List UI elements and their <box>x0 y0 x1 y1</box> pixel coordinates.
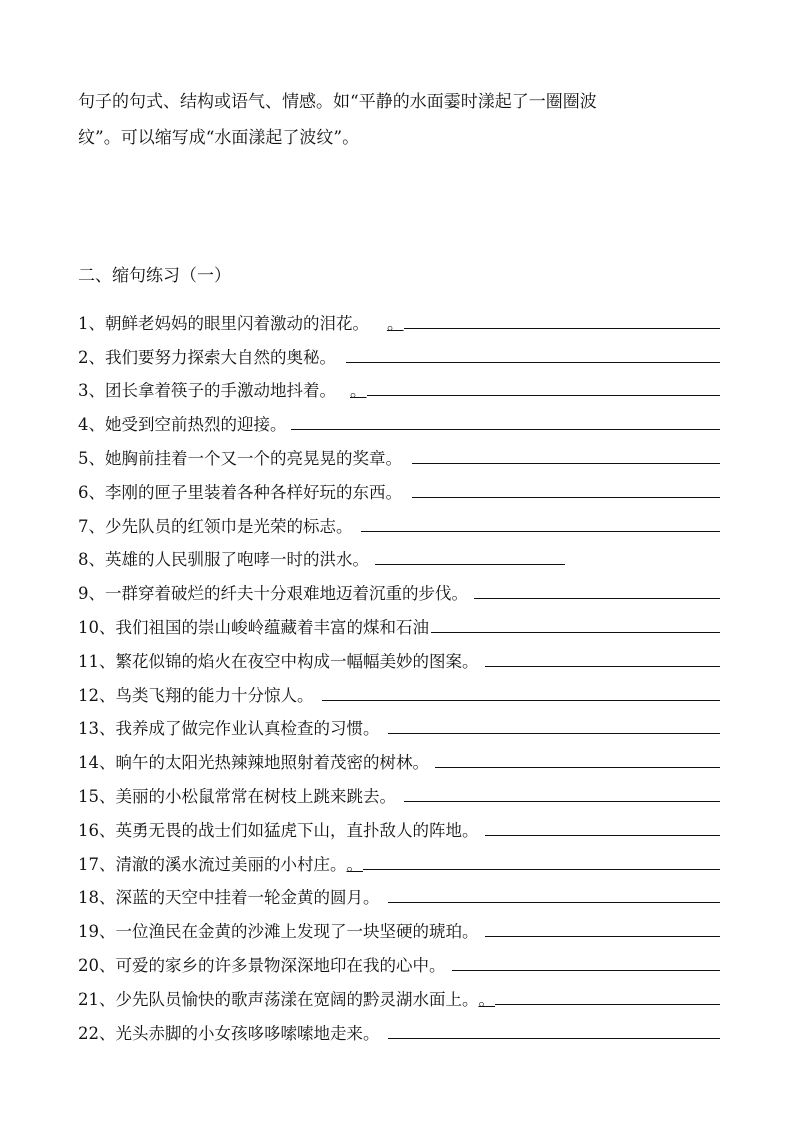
item-number: 22、 <box>78 1023 116 1043</box>
item-number: 19、 <box>78 922 116 942</box>
answer-blank[interactable] <box>404 310 721 329</box>
answer-blank[interactable] <box>388 1020 721 1039</box>
item-sentence: 一位渔民在金黄的沙滩上发现了一块坚硬的琥珀。 <box>115 922 479 942</box>
answer-blank[interactable] <box>291 411 721 430</box>
item-answer-mark: 。 <box>346 854 363 874</box>
exercise-item-17 <box>78 841 720 875</box>
answer-blank[interactable] <box>361 513 721 532</box>
exercise-item-16 <box>78 807 720 841</box>
intro-paragraph <box>78 84 718 156</box>
item-answer-mark: 。 <box>387 313 404 333</box>
exercise-item-19 <box>78 908 720 942</box>
exercise-item-22 <box>78 1010 720 1044</box>
exercise-item-10 <box>78 604 720 638</box>
exercise-item-9 <box>78 570 720 604</box>
item-sentence: 朝鲜老妈妈的眼里闪着激动的泪花。 <box>105 313 369 333</box>
answer-blank[interactable] <box>431 614 720 633</box>
answer-blank[interactable] <box>388 884 721 903</box>
item-sentence: 繁花似锦的焰火在夜空中构成一幅幅美妙的图案。 <box>115 651 479 671</box>
exercise-list <box>78 300 720 1044</box>
answer-blank[interactable] <box>485 817 721 836</box>
item-number: 16、 <box>78 820 116 840</box>
answer-blank[interactable] <box>367 377 721 396</box>
answer-blank[interactable] <box>346 344 720 363</box>
item-answer-mark: 。 <box>478 989 495 1009</box>
item-sentence: 她受到空前热烈的迎接。 <box>105 415 287 435</box>
item-number: 17、 <box>78 854 116 874</box>
item-number: 5、 <box>78 448 105 468</box>
exercise-item-14 <box>78 739 720 773</box>
answer-blank[interactable] <box>388 715 721 734</box>
exercise-item-12 <box>78 672 720 706</box>
answer-blank[interactable] <box>474 580 720 599</box>
item-answer-mark: 。 <box>350 381 367 401</box>
item-sentence: 我们要努力探索大自然的奥秘。 <box>105 347 336 367</box>
item-number: 14、 <box>78 753 116 773</box>
item-number: 21、 <box>78 989 116 1009</box>
item-sentence: 清澈的溪水流过美丽的小村庄。 <box>115 854 347 874</box>
item-sentence: 少先队员的红领巾是光荣的标志。 <box>105 516 353 536</box>
exercise-item-5 <box>78 435 720 469</box>
item-sentence: 光头赤脚的小女孩哆哆嗦嗦地走来。 <box>115 1023 380 1043</box>
item-sentence: 我们祖国的崇山峻岭蕴藏着丰富的煤和石油 <box>115 617 429 637</box>
item-number: 8、 <box>78 550 105 570</box>
exercise-item-2 <box>78 334 720 368</box>
exercise-item-20 <box>78 942 720 976</box>
exercise-item-13 <box>78 706 720 740</box>
item-number: 4、 <box>78 415 105 435</box>
answer-blank[interactable] <box>404 783 720 802</box>
exercise-item-1 <box>78 300 720 334</box>
exercise-item-7 <box>78 503 720 537</box>
item-sentence: 我养成了做完作业认真检查的习惯。 <box>115 719 380 739</box>
answer-blank[interactable] <box>375 546 565 565</box>
item-number: 6、 <box>78 482 105 502</box>
answer-blank[interactable] <box>495 986 720 1005</box>
exercise-item-15 <box>78 773 720 807</box>
exercise-item-8 <box>78 537 720 571</box>
answer-blank[interactable] <box>322 682 721 701</box>
item-number: 18、 <box>78 888 116 908</box>
answer-blank[interactable] <box>435 749 720 768</box>
item-number: 1、 <box>78 313 105 333</box>
item-sentence: 团长拿着筷子的手激动地抖着。 <box>105 381 336 401</box>
item-number: 2、 <box>78 347 105 367</box>
item-sentence: 晌午的太阳光热辣辣地照射着茂密的树林。 <box>115 753 429 773</box>
answer-blank[interactable] <box>485 918 721 937</box>
exercise-item-4 <box>78 401 720 435</box>
intro-line-1: 句子的句式、结构或语气、情感。如“平静的水面霎时漾起了一圈圈波 <box>78 92 597 112</box>
item-sentence: 英雄的人民驯服了咆哮一时的洪水。 <box>105 550 369 570</box>
item-number: 3、 <box>78 381 105 401</box>
answer-blank[interactable] <box>412 445 720 464</box>
answer-blank[interactable] <box>412 479 720 498</box>
item-number: 15、 <box>78 786 116 806</box>
item-number: 10、 <box>78 617 116 637</box>
exercise-item-18 <box>78 875 720 909</box>
item-sentence: 她胸前挂着一个又一个的亮晃晃的奖章。 <box>105 448 402 468</box>
item-sentence: 李刚的匣子里装着各种各样好玩的东西。 <box>105 482 402 502</box>
item-sentence: 英勇无畏的战士们如猛虎下山，直扑敌人的阵地。 <box>115 820 479 840</box>
exercise-item-11 <box>78 638 720 672</box>
item-number: 12、 <box>78 685 116 705</box>
answer-blank[interactable] <box>363 851 720 870</box>
item-number: 20、 <box>78 955 116 975</box>
item-sentence: 鸟类飞翔的能力十分惊人。 <box>115 685 314 705</box>
item-sentence: 深蓝的天空中挂着一轮金黄的圆月。 <box>115 888 380 908</box>
item-number: 11、 <box>78 651 116 671</box>
item-sentence: 少先队员愉快的歌声荡漾在宽阔的黔灵湖水面上。 <box>115 989 479 1009</box>
item-sentence: 一群穿着破烂的纤夫十分艰难地迈着沉重的步伐。 <box>105 584 468 604</box>
item-sentence: 可爱的家乡的许多景物深深地印在我的心中。 <box>115 955 446 975</box>
item-number: 9、 <box>78 584 105 604</box>
item-sentence: 美丽的小松鼠常常在树枝上跳来跳去。 <box>115 786 396 806</box>
answer-blank[interactable] <box>452 952 721 971</box>
section-title: 二、缩句练习（一） <box>78 266 231 286</box>
intro-line-2: 纹”。可以缩写成“水面漾起了波纹”。 <box>78 128 360 148</box>
item-number: 13、 <box>78 719 116 739</box>
item-number: 7、 <box>78 516 105 536</box>
answer-blank[interactable] <box>485 648 721 667</box>
exercise-item-3 <box>78 368 720 402</box>
exercise-item-21 <box>78 976 720 1010</box>
exercise-item-6 <box>78 469 720 503</box>
